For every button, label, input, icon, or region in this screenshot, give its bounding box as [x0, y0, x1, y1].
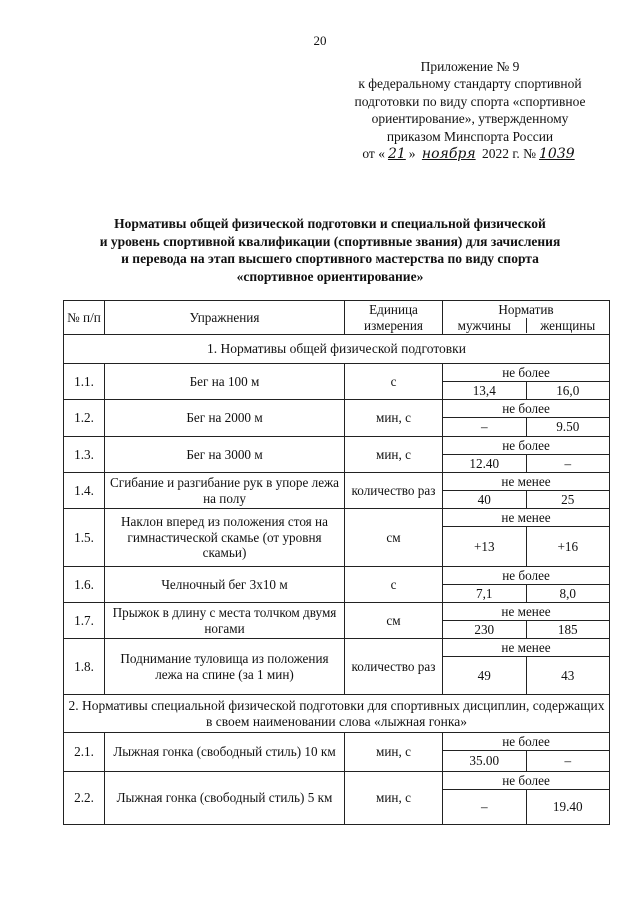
row-men-value: 230	[443, 620, 526, 638]
row-norm	[443, 733, 610, 772]
norms-table	[63, 300, 610, 825]
row-number: 1.6.	[64, 567, 105, 603]
row-norm	[443, 567, 610, 603]
row-norm	[443, 473, 610, 509]
row-men-value: 13,4	[443, 381, 526, 399]
table-row	[64, 437, 610, 473]
table-header-row	[64, 301, 610, 335]
row-norm	[443, 437, 610, 473]
header-norm-label: Норматив	[498, 302, 554, 317]
row-exercise: Бег на 100 м	[105, 364, 345, 400]
document-title	[60, 215, 600, 285]
row-condition: не менее	[443, 603, 609, 620]
row-unit: мин, с	[345, 733, 443, 772]
row-number: 1.7.	[64, 603, 105, 639]
row-condition: не менее	[443, 509, 609, 526]
row-condition: не более	[443, 364, 609, 381]
row-norm	[443, 400, 610, 437]
row-number: 1.5.	[64, 509, 105, 567]
header-men: мужчины	[443, 318, 526, 334]
table-row	[64, 733, 610, 772]
table-row	[64, 567, 610, 603]
row-men-value: 35.00	[443, 750, 526, 771]
row-unit: количество раз	[345, 639, 443, 695]
table-row	[64, 639, 610, 695]
row-number: 1.8.	[64, 639, 105, 695]
page-number: 20	[313, 33, 327, 48]
row-exercise: Сгибание и разгибание рук в упоре лежа на полу	[105, 473, 345, 509]
row-men-value: –	[443, 417, 526, 436]
row-exercise: Лыжная гонка (свободный стиль) 10 км	[105, 733, 345, 772]
row-number: 2.2.	[64, 772, 105, 825]
row-women-value: –	[564, 455, 572, 471]
row-number: 2.1.	[64, 733, 105, 772]
row-exercise: Челночный бег 3x10 м	[105, 567, 345, 603]
row-women-value: 9.50	[556, 419, 580, 434]
row-women-value: 8,0	[559, 585, 576, 601]
row-norm	[443, 772, 610, 825]
row-norm	[443, 509, 610, 567]
row-condition: не более	[443, 567, 609, 584]
row-condition: не менее	[443, 473, 609, 490]
row-exercise: Наклон вперед из положения стоя на гимнастической скамье (от уровня скамьи)	[105, 509, 345, 567]
row-unit: с	[345, 364, 443, 400]
row-men-value: 40	[443, 490, 526, 508]
section-2-title: 2. Нормативы специальной физической подготовки для спортивных дисциплин, содержащих в своем наименовании слова «лыжная гонка»	[64, 695, 610, 733]
date-year: 2022 г. №	[481, 146, 537, 162]
title-line-3: и перевода на этап высшего спортивного мастерства по виду спорта	[121, 251, 539, 267]
appendix-header	[330, 58, 610, 163]
title-line-2: и уровень спортивной квалификации (спортивные звания) для зачисления	[99, 233, 561, 249]
row-condition: не более	[443, 400, 609, 417]
row-unit: мин, с	[345, 400, 443, 437]
appendix-date-line	[330, 145, 610, 163]
row-men-value: 7,1	[443, 584, 526, 602]
row-women-value: 25	[561, 491, 575, 507]
row-men-value: –	[443, 789, 526, 824]
header-exercise: Упражнения	[105, 301, 345, 335]
appendix-line-1: Приложение № 9	[420, 59, 520, 74]
row-exercise: Прыжок в длину с места толчком двумя ногами	[105, 603, 345, 639]
table-row	[64, 772, 610, 825]
row-exercise: Бег на 2000 м	[105, 400, 345, 437]
row-norm	[443, 603, 610, 639]
row-norm	[443, 364, 610, 400]
row-men-value: 49	[443, 656, 526, 694]
date-prefix: от «	[362, 146, 385, 162]
table-row	[64, 509, 610, 567]
table-row	[64, 400, 610, 437]
row-men-value: +13	[443, 526, 526, 566]
appendix-line-2: к федеральному стандарту спортивной	[358, 76, 582, 92]
date-month: ноября	[421, 146, 476, 163]
row-number: 1.3.	[64, 437, 105, 473]
date-day: 21	[387, 146, 406, 163]
row-norm	[443, 639, 610, 695]
row-condition: не менее	[443, 639, 609, 656]
row-women-value: 16,0	[556, 382, 580, 398]
appendix-line-3: подготовки по виду спорта «спортивное	[354, 93, 586, 109]
row-women-value: 43	[561, 667, 575, 683]
row-men-value: 12.40	[443, 454, 526, 472]
row-number: 1.4.	[64, 473, 105, 509]
date-mid: »	[408, 146, 416, 162]
row-condition: не более	[443, 772, 609, 789]
row-unit: количество раз	[345, 473, 443, 509]
row-unit: см	[345, 509, 443, 567]
row-condition: не более	[443, 733, 609, 750]
section-1-title: 1. Нормативы общей физической подготовки	[64, 335, 610, 364]
row-number: 1.2.	[64, 400, 105, 437]
title-line-1: Нормативы общей физической подготовки и специальной физической	[114, 216, 546, 231]
appendix-line-5: приказом Минспорта России	[386, 128, 554, 144]
row-exercise: Бег на 3000 м	[105, 437, 345, 473]
section-row-2	[64, 695, 610, 733]
row-unit: мин, с	[345, 772, 443, 825]
row-women-value: 19.40	[552, 799, 583, 814]
table-row	[64, 473, 610, 509]
header-women: женщины	[540, 317, 596, 333]
row-condition: не более	[443, 437, 609, 454]
table-row	[64, 603, 610, 639]
table-row	[64, 364, 610, 400]
order-number: 1039	[539, 146, 575, 163]
row-exercise: Лыжная гонка (свободный стиль) 5 км	[105, 772, 345, 825]
header-norm	[443, 301, 610, 335]
row-women-value: +16	[557, 538, 579, 554]
row-women-value: –	[564, 753, 572, 768]
section-row-1	[64, 335, 610, 364]
header-num: № п/п	[64, 301, 105, 335]
row-number: 1.1.	[64, 364, 105, 400]
row-women-value: 185	[557, 621, 578, 637]
header-unit: Единица измерения	[345, 301, 443, 335]
row-unit: с	[345, 567, 443, 603]
row-unit: мин, с	[345, 437, 443, 473]
row-unit: см	[345, 603, 443, 639]
appendix-line-4: ориентирование», утвержденному	[371, 111, 569, 127]
title-line-4: «спортивное ориентирование»	[236, 268, 424, 284]
row-exercise: Поднимание туловища из положения лежа на спине (за 1 мин)	[105, 639, 345, 695]
